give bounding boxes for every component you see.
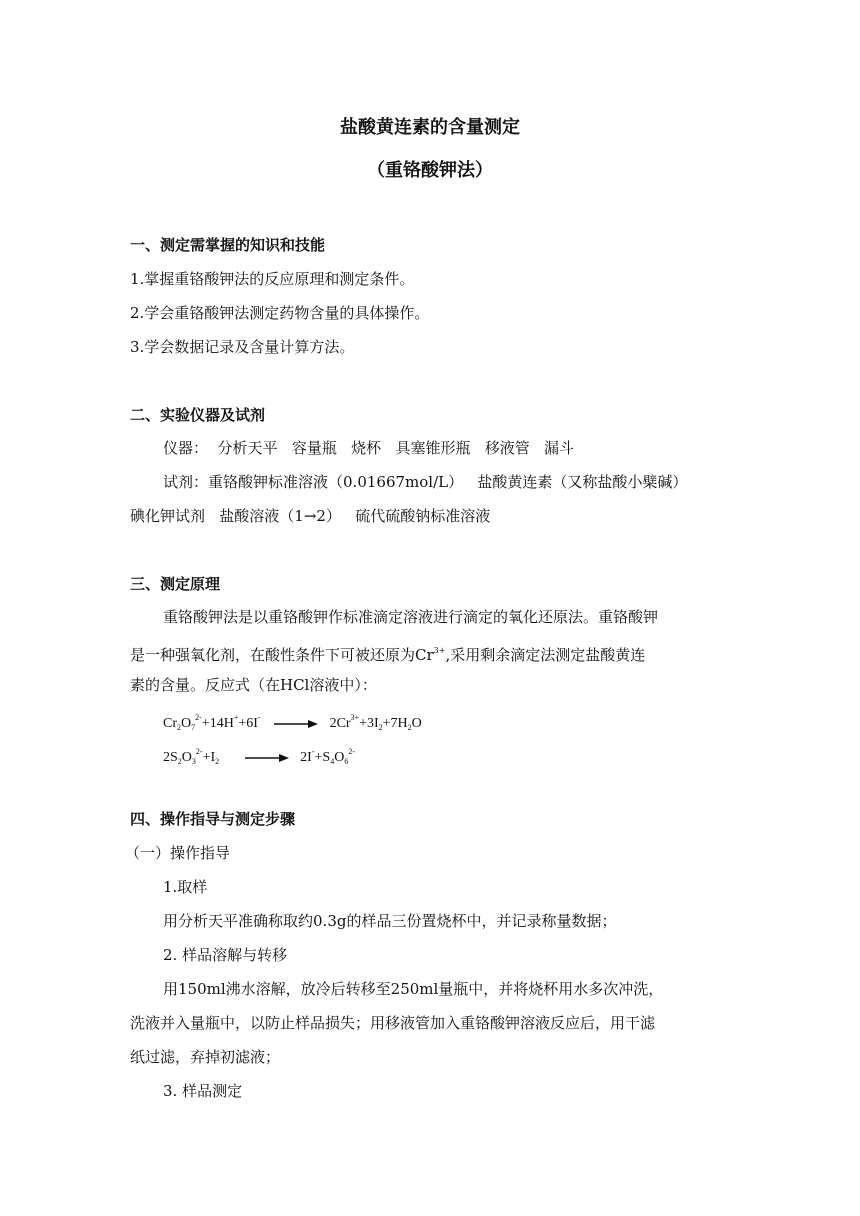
reagents-line: 试剂：重铬酸钾标准溶液（0.01667mol/L） 盐酸黄连素（又称盐酸小檗碱） xyxy=(163,473,688,491)
principle-paragraph-line: 是一种强氧化剂，在酸性条件下可被还原为$Cr^{3+}$,采用剩余滴定法测定盐酸黄连 xyxy=(130,646,646,664)
reaction-arrow-icon xyxy=(245,753,289,763)
step-title: 3. 样品测定 xyxy=(163,1082,243,1100)
reaction-equation-2: $2S_2O_3^{2-}+I_2$ $2I^-+S_4O_6^{2-}$ xyxy=(163,747,355,766)
document-subtitle: （重铬酸钾法） xyxy=(367,160,493,181)
section1-item: 1.掌握重铬酸钾法的反应原理和测定条件。 xyxy=(130,270,415,288)
document-title: 盐酸黄连素的含量测定 xyxy=(340,117,520,138)
instruments-line: 仪器： 分析天平 容量瓶 烧杯 具塞锥形瓶 移液管 漏斗 xyxy=(163,439,575,457)
step-text: 用分析天平准确称取约0.3g的样品三份置烧杯中，并记录称量数据； xyxy=(163,912,617,930)
step-text: 洗液并入量瓶中，以防止样品损失；用移液管加入重铬酸钾溶液反应后，用干滤 xyxy=(130,1014,656,1032)
step-text: 用150ml沸水溶解，放冷后转移至250ml量瓶中，并将烧杯用水多次冲洗， xyxy=(163,980,664,998)
section1-heading: 一、测定需掌握的知识和技能 xyxy=(130,236,326,254)
section3-heading: 三、测定原理 xyxy=(130,575,221,593)
reaction-arrow-icon xyxy=(274,719,318,729)
principle-paragraph-line: 素的含量。反应式（在HCl溶液中）： xyxy=(130,676,377,694)
step-title: 1.取样 xyxy=(163,878,208,896)
step-text: 纸过滤，弃掉初滤液； xyxy=(130,1048,281,1066)
subsection-heading: （一）操作指导 xyxy=(125,844,231,862)
step-title: 2. 样品溶解与转移 xyxy=(163,946,288,964)
section1-item: 3.学会数据记录及含量计算方法。 xyxy=(130,338,355,356)
principle-paragraph-line: 重铬酸钾法是以重铬酸钾作标准滴定溶液进行滴定的氧化还原法。重铬酸钾 xyxy=(163,608,659,626)
section1-item: 2.学会重铬酸钾法测定药物含量的具体操作。 xyxy=(130,304,430,322)
reaction-equation-1: $Cr_2O_7^{2-}+14H^++6I^-$ $2Cr^{3+}+3I_2+7H_2O$ xyxy=(163,713,422,732)
section2-heading: 二、实验仪器及试剂 xyxy=(130,406,266,424)
section4-heading: 四、操作指导与测定步骤 xyxy=(130,810,296,828)
reagents-line: 碘化钾试剂 盐酸溶液（1→2） 硫代硫酸钠标准溶液 xyxy=(130,507,491,525)
